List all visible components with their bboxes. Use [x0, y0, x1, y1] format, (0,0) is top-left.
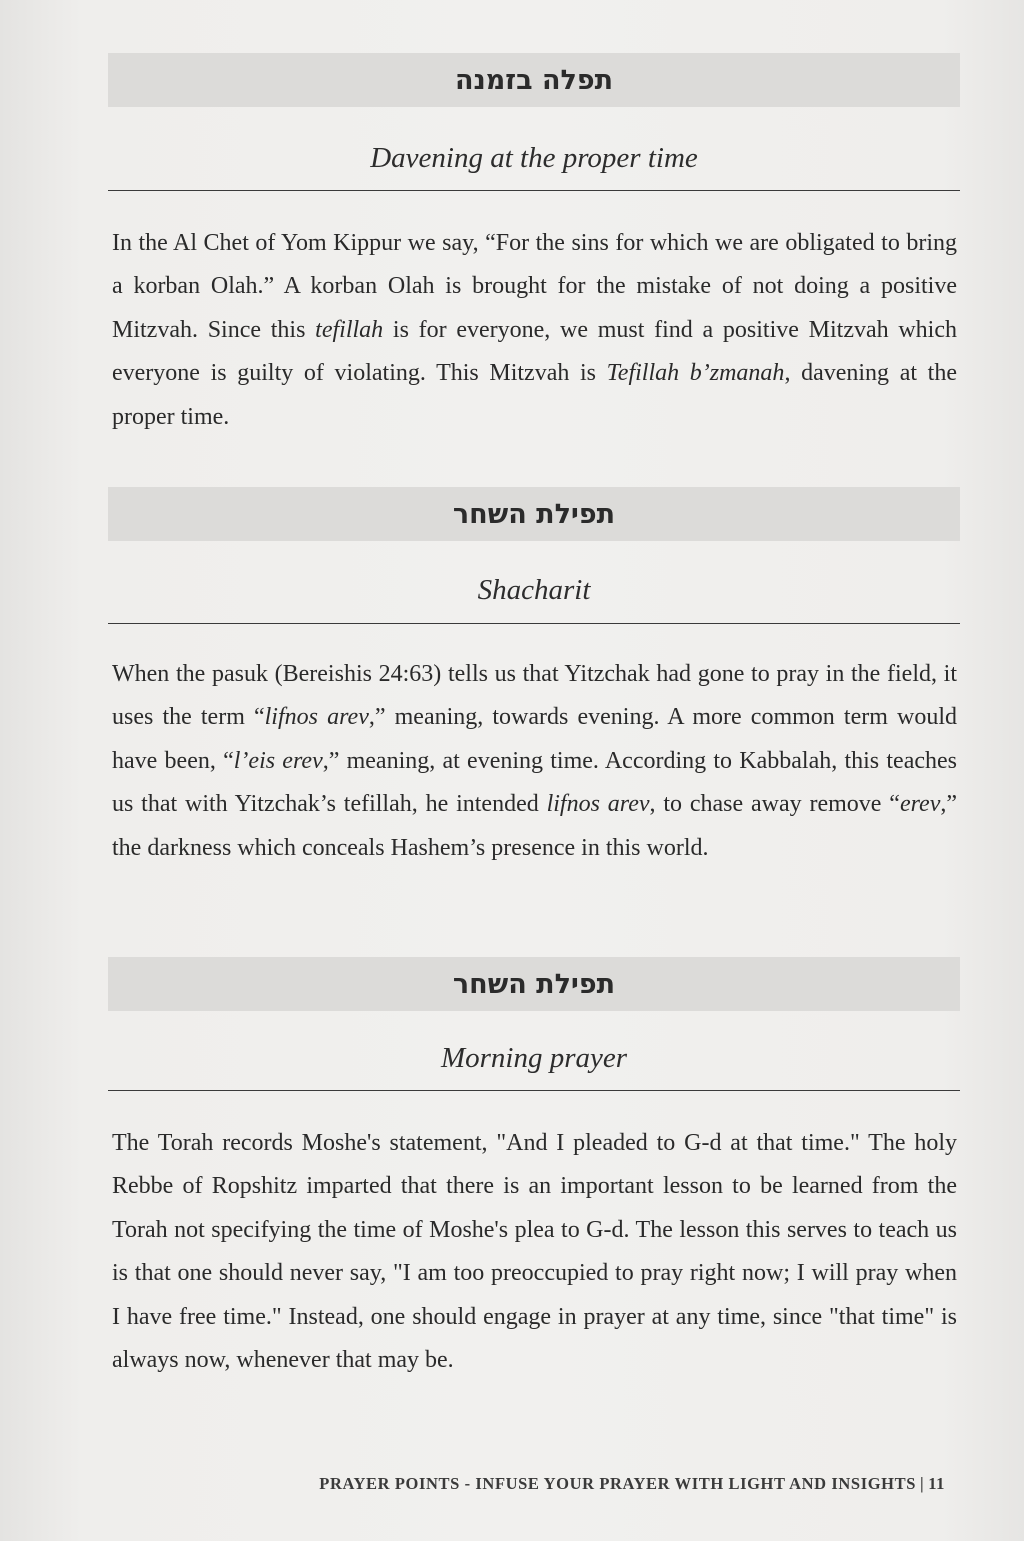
text-run: When the pasuk (Bereishis 24:63) tells us that Yitzchak had gone to pray in the field, it uses the term “: [112, 661, 957, 731]
text-run: ,” meaning, at evening time. According to Kabbalah, this teaches us that with Yitzchak’s tefillah, he intended: [112, 747, 957, 818]
italic-term: tefillah: [315, 316, 384, 343]
italic-term: lifnos arev: [546, 791, 650, 818]
hebrew-heading: תפילת השחר: [452, 968, 616, 1000]
heading-rule: [108, 190, 960, 191]
text-run: is for everyone, we must find a positive Mitzvah which everyone is guilty of violating. This Mitzvah is: [112, 316, 957, 387]
hebrew-heading-bar: [108, 487, 960, 541]
section-subtitle: Shacharit: [477, 574, 591, 606]
heading-rule: [108, 623, 960, 624]
section-paragraph: [112, 653, 957, 870]
hebrew-heading-bar: [108, 957, 960, 1011]
hebrew-heading-bar: [108, 53, 960, 107]
hebrew-heading: תפילת השחר: [452, 498, 616, 530]
text-run: , davening at the proper time.: [112, 360, 957, 430]
italic-term: Tefillah b’zmanah: [606, 360, 785, 387]
text-run: , to chase away remove “: [649, 791, 900, 818]
page-footer: [180, 1474, 945, 1494]
text-run: The Torah records Moshe's statement, "And I pleaded to G-d at that time." The holy Rebbe of Ropshitz imparted that there is an important lesson to be learned from the Torah not specifying the time of Moshe's plea to G-d. The lesson this serves to teach us is that one should never say, "I am too preoccupied to pray right now; I will pray when I have free time." Instead, one should engage in prayer at any time, since "that time" is always now, whenever that may be.: [112, 1130, 957, 1374]
running-title: PRAYER POINTS - INFUSE YOUR PRAYER WITH LIGHT AND INSIGHTS: [319, 1474, 916, 1493]
footer-separator: |: [919, 1474, 925, 1493]
heading-rule: [108, 1090, 960, 1091]
section-subtitle: Morning prayer: [440, 1042, 628, 1074]
italic-term: l’eis erev: [233, 747, 323, 774]
page-number: 11: [928, 1474, 945, 1493]
section-paragraph: [112, 1122, 957, 1382]
text-run: In the Al Chet of Yom Kippur we say, “For the sins for which we are obligated to bring a korban Olah.” A korban Olah is brought for the mistake of not doing a positive Mitzvah. Since this: [112, 230, 957, 343]
section-subtitle: Davening at the proper time: [370, 142, 698, 174]
italic-term: lifnos arev: [264, 704, 369, 731]
italic-term: erev: [899, 791, 941, 818]
text-run: ,” meaning, towards evening. A more common term would have been, “: [112, 704, 957, 774]
section-paragraph: [112, 222, 957, 439]
text-run: ,” the darkness which conceals Hashem’s presence in this world.: [112, 791, 957, 861]
hebrew-heading: תפלה בזמנה: [454, 64, 614, 96]
